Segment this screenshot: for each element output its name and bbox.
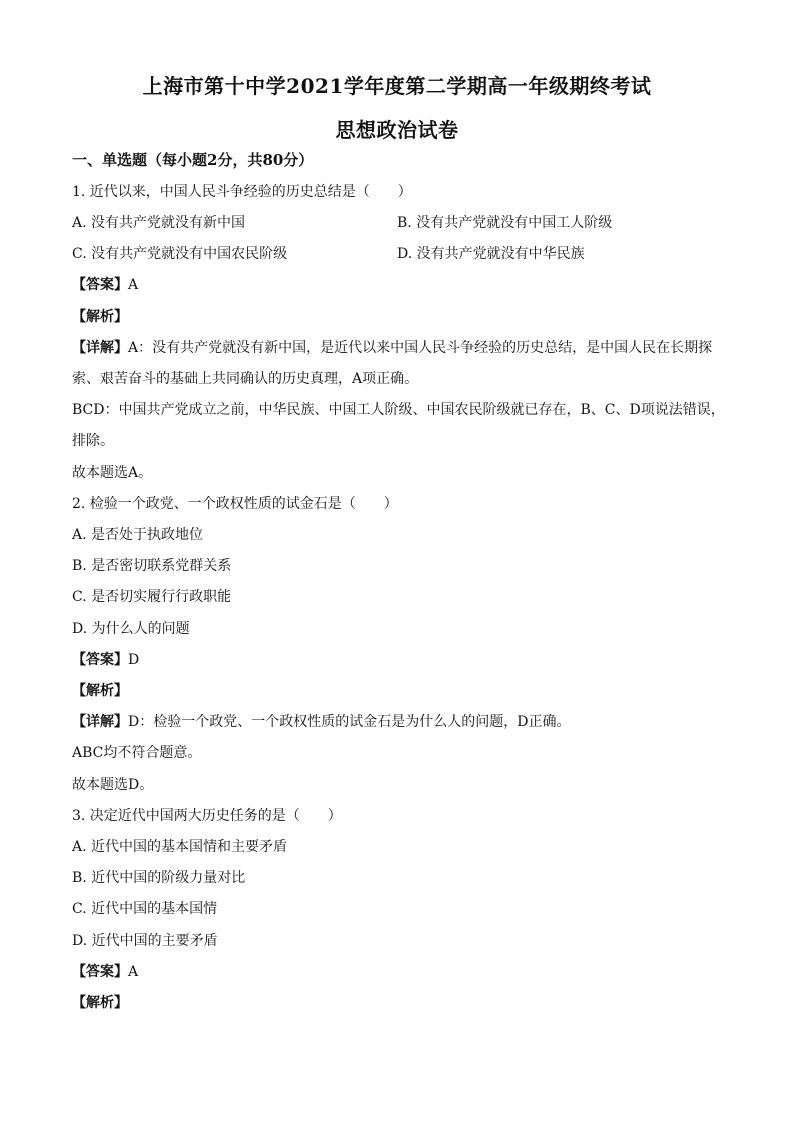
question-1-answer: [72, 276, 138, 294]
section-heading: 一、单选题（每小题2分，共80分）: [72, 151, 314, 169]
question-2-option-a: A. 是否处于执政地位: [72, 527, 204, 543]
question-3-analysis-tag: 【解析】: [72, 995, 128, 1011]
answer-tag: 【答案】: [72, 277, 128, 293]
question-1-detail-cont: 索、艰苦奋斗的基础上共同确认的历史真理，A项正确。: [72, 371, 419, 387]
question-1-detail-bcd: BCD：中国共产党成立之前，中华民族、中国工人阶级、中国农民阶级就已存在，B、C、D项说法错误，: [72, 402, 725, 418]
answer-value: A: [128, 964, 139, 980]
question-1-stem: 1. 近代以来，中国人民斗争经验的历史总结是（ ）: [72, 184, 412, 200]
question-3-option-c: C. 近代中国的基本国情: [72, 901, 218, 917]
question-2-stem: 2. 检验一个政党、一个政权性质的试金石是（ ）: [72, 496, 398, 512]
question-1-detail-bcd-cont: 排除。: [72, 433, 114, 449]
detail-tag: 【详解】: [72, 340, 128, 356]
question-2-analysis-tag: 【解析】: [72, 683, 128, 699]
exam-title: 上海市第十中学2021学年度第二学期高一年级期终考试: [142, 74, 652, 98]
question-1-analysis-tag: 【解析】: [72, 309, 128, 325]
question-2-answer: [72, 651, 139, 669]
question-3-stem: 3. 决定近代中国两大历史任务的是（ ）: [72, 808, 342, 824]
answer-tag: 【答案】: [72, 964, 128, 980]
answer-value: D: [128, 652, 140, 668]
question-3-option-d: D. 近代中国的主要矛盾: [72, 933, 218, 949]
detail-tag: 【详解】: [72, 714, 128, 730]
question-1-option-b: B. 没有共产党就没有中国工人阶级: [397, 215, 613, 231]
detail-text: D：检验一个政党、一个政权性质的试金石是为什么人的问题，D正确。: [128, 714, 571, 730]
question-2-option-c: C. 是否切实履行行政职能: [72, 589, 232, 605]
question-2-detail-cont: ABC均不符合题意。: [72, 745, 202, 761]
answer-value: A: [128, 277, 139, 293]
question-1-option-a: A. 没有共产党就没有新中国: [72, 215, 246, 231]
detail-text: A：没有共产党就没有新中国，是近代以来中国人民斗争经验的历史总结，是中国人民在长期探: [128, 340, 713, 356]
question-2-detail: [72, 713, 570, 731]
exam-subtitle: 思想政治试卷: [335, 118, 459, 142]
question-1-option-d: D. 没有共产党就没有中华民族: [397, 246, 585, 262]
question-3-option-b: B. 近代中国的阶级力量对比: [72, 870, 246, 886]
question-3-option-a: A. 近代中国的基本国情和主要矛盾: [72, 839, 288, 855]
question-2-option-d: D. 为什么人的问题: [72, 621, 190, 637]
answer-tag: 【答案】: [72, 652, 128, 668]
question-3-answer: [72, 963, 138, 981]
question-2-conclusion: 故本题选D。: [72, 777, 154, 793]
question-1-option-c: C. 没有共产党就没有中国农民阶级: [72, 246, 288, 262]
question-2-option-b: B. 是否密切联系党群关系: [72, 558, 232, 574]
question-1-conclusion: 故本题选A。: [72, 465, 153, 481]
question-1-detail: [72, 339, 712, 357]
